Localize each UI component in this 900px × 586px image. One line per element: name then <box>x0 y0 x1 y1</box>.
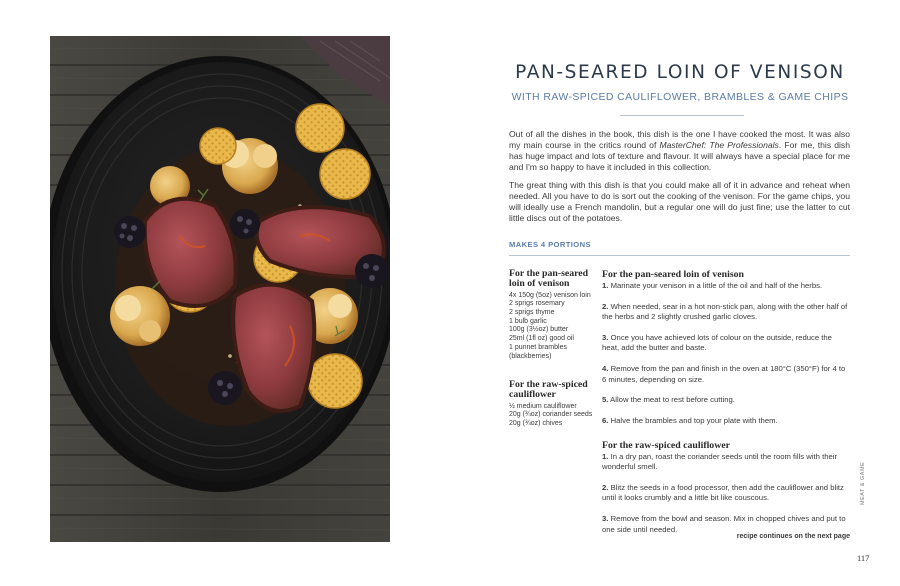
dish-photo <box>50 36 390 542</box>
ingredients-venison <box>509 269 595 361</box>
step-number: 5. <box>602 395 609 405</box>
step-number: 2. <box>602 483 609 493</box>
ingredient-item: 2 sprigs thyme <box>509 309 555 316</box>
step-text: Halve the brambles and top your plate with them. <box>610 416 778 426</box>
method-step <box>602 483 850 504</box>
step-number: 3. <box>602 333 609 343</box>
step-number: 6. <box>602 416 609 426</box>
method-cauliflower <box>602 440 850 546</box>
intro-paragraph-2 <box>509 180 850 224</box>
recipe-subtitle: WITH RAW-SPICED CAULIFLOWER, BRAMBLES & GAME CHIPS <box>511 91 849 103</box>
ingredient-item: 25ml (1fl oz) good oil <box>509 335 574 343</box>
step-number: 1. <box>602 281 609 290</box>
intro-paragraph-1 <box>509 129 850 173</box>
page-number: 117 <box>857 553 870 563</box>
step-text: Marinate your venison in a little of the oil and half of the herbs. <box>610 281 823 290</box>
ingredient-item: 20g (¾oz) chives <box>509 420 563 427</box>
method-step <box>602 452 850 473</box>
ingredient-item: 1 punnet brambles (blackberries) <box>509 343 567 360</box>
ingredient-item: 20g (¾oz) coriander seeds <box>509 411 593 419</box>
show-title: MasterChef: The Professionals <box>659 139 779 150</box>
step-number: 4. <box>602 364 609 374</box>
method-step <box>602 302 850 323</box>
ingredient-item: 4x 150g (5oz) venison loin <box>509 291 591 299</box>
method-step <box>602 281 850 291</box>
intro-text: . For me, this dish has huge impact and lots of texture and flavour. It will always have a special place for me and I'm so happy to have it included in this collection. <box>509 139 850 172</box>
step-text: Remove from the bowl and season. Mix in chopped chives and put to one side until needed. <box>602 514 846 534</box>
ingredient-item: ½ medium cauliflower <box>509 402 577 410</box>
portions-label: MAKES 4 PORTIONS <box>509 240 591 249</box>
method-heading: For the pan-seared loin of venison <box>602 269 744 280</box>
method-step <box>602 416 850 426</box>
ingredient-item: 1 bulb garlic <box>509 317 547 325</box>
portions-divider <box>509 255 850 256</box>
dish-photo-illustration <box>50 36 390 542</box>
ingredient-item: 2 sprigs rosemary <box>509 300 565 308</box>
ingredients-cauliflower <box>509 380 595 429</box>
title-divider <box>620 115 744 116</box>
recipe-title: PAN-SEARED LOIN OF VENISON <box>515 62 845 83</box>
intro-text: Out of all the dishes in the book, this dish is the one I have cooked the most. It was also my <box>509 129 850 150</box>
method-step <box>602 514 850 535</box>
ingredients-heading: For the pan-seared loin of venison <box>509 268 589 290</box>
step-text: Once you have achieved lots of colour on the outside, reduce the heat, add the butter and baste. <box>602 333 832 353</box>
step-text: In a dry pan, roast the coriander seeds until the room fills with their wonderful smell. <box>602 452 838 472</box>
step-text: When needed, sear in a hot non-stick pan, along with the other half of the herbs and 2 slightly crushed garlic cloves. <box>602 301 848 322</box>
step-number: 1. <box>602 452 609 461</box>
step-text: Blitz the seeds in a food processor, then add the cauliflower and blitz until it looks crumbly and a little bit like couscous. <box>602 483 844 503</box>
continues-note: recipe continues on the next page <box>736 533 850 540</box>
ingredient-item: 100g (3½oz) butter <box>509 326 569 334</box>
method-step <box>602 333 850 354</box>
ingredients-heading: For the raw-spiced cauliflower <box>509 379 588 401</box>
step-number: 2. <box>602 301 609 311</box>
intro-text: The great thing with this dish is that you could make all of it in advance and reheat when needed. All you have to do is sort out the cooking of the venison. For the game chips, you will ideally use a French mandolin, but a regular one will do just fine; use the latter to cut little discs out of the potatoes. <box>509 180 850 223</box>
step-number: 3. <box>602 514 609 524</box>
step-text: Allow the meat to rest before cutting. <box>610 395 735 405</box>
method-step <box>602 395 850 405</box>
step-text: Remove from the pan and finish in the oven at 180°C (350°F) for 4 to 6 minutes, depending on size. <box>602 364 846 384</box>
method-heading: For the raw-spiced cauliflower <box>602 440 730 451</box>
method-step <box>602 364 850 385</box>
section-label: MEAT & GAME <box>860 461 866 505</box>
method-venison <box>602 269 850 437</box>
intro-text: main course in the critics round of <box>523 139 660 150</box>
